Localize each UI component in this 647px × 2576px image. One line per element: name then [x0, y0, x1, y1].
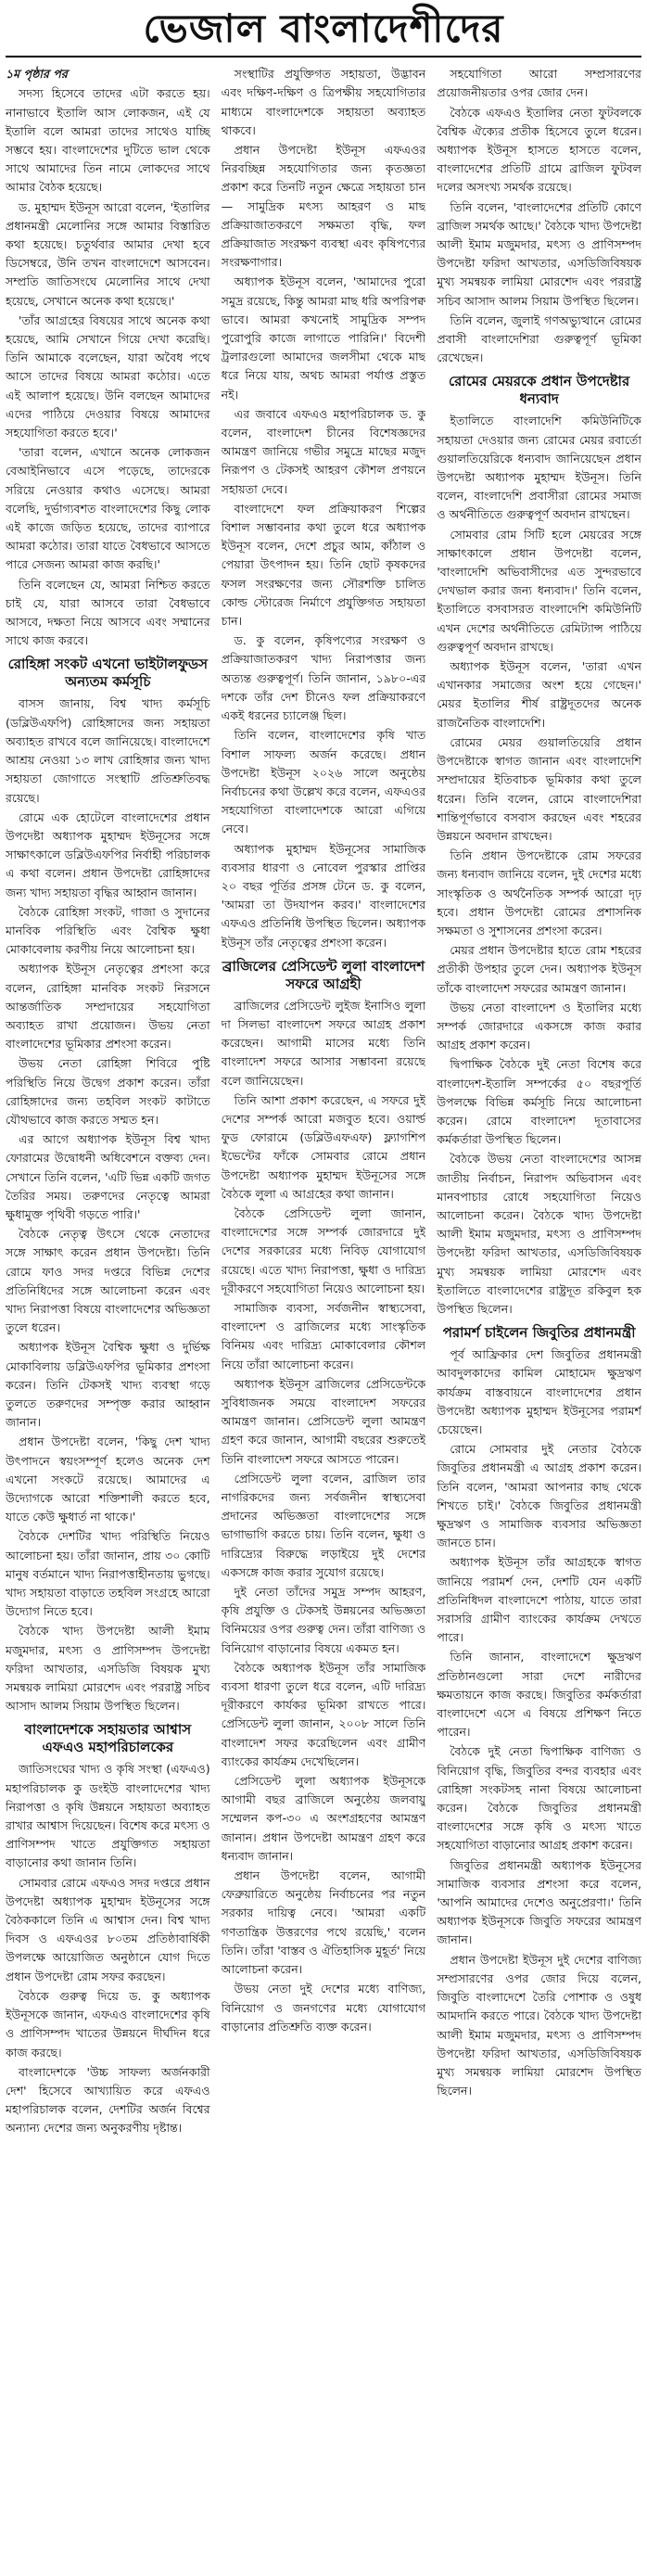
paragraph: অধ্যাপক ইউনূস বৈশ্বিক ক্ষুধা ও দুর্ভিক্ষ মোকাবিলায় ডব্লিউএফপির ভূমিকার প্রশংসা করেন। তিনি টেকসই খাদ্য ব্যবস্থা গড়ে তুলতে তরুণদের সম্পৃক্ত করার আহ্বান জানান। — [6, 1340, 210, 1430]
paragraph: বৈঠকে এফএও ইতালির নেতা ফুটবলকে বৈশ্বিক ঐক্যের প্রতীক হিসেবে তুলে ধরেন। অধ্যাপক ইউনূস হাসতে হাসতে বলেন, বাংলাদেশের প্রতিটি গ্রামে ব্রাজিল ফুটবল দলের অসংখ্য সমর্থক রয়েছে। — [437, 105, 641, 195]
subheading-lula-visit: ব্রাজিলের প্রেসিডেন্ট লুলা বাংলাদেশ সফরে আগ্রহী — [222, 957, 425, 992]
paragraph: তিনি জানান, বাংলাদেশে ক্ষুদ্রঋণ প্রতিষ্ঠানগুলো সারা দেশে নারীদের ক্ষমতায়নে কাজ করছে। জিবুতির কর্মকর্তারা বাংলাদেশে এসে এ বিষয়ে প্রশিক্ষণ নিতে পারেন। — [437, 1650, 641, 1740]
paragraph: ব্রাজিলের প্রেসিডেন্ট লুইজ ইনাসিও লুলা দা সিলভা বাংলাদেশ সফরে আগ্রহ প্রকাশ করেছেন। আগামী মাসের মধ্যে তিনি বাংলাদেশ সফরে আসার সম্ভাবনা রয়েছে বলে জানিয়েছেন। — [221, 998, 426, 1088]
paragraph: তিনি বলেন, জুলাই গণঅভ্যুত্থানে রোমের প্রবাসী বাংলাদেশিরা গুরুত্বপূর্ণ ভূমিকা রেখেছেন। — [437, 312, 641, 365]
subheading-rohingya: রোহিঙ্গা সংকট এখনো ভাইটালফুডস অন্যতম কর্মসূচি — [7, 656, 209, 691]
paragraph: উভয় নেতা দুই দেশের মধ্যে বাণিজ্য, বিনিয়োগ ও জনগণের মধ্যে যোগাযোগ বাড়ানোর প্রতিশ্রুতি ব্যক্ত করেন। — [221, 1982, 426, 2034]
paragraph: অধ্যাপক ইউনূস বলেন, 'তারা এখন এখানকার সমাজের অংশ হয়ে গেছেন।' মেয়র ইতালির শীর্ষ রাষ্ট্রদূতদের অনেক রাজনৈতিক বাংলাদেশি। — [437, 659, 641, 730]
paragraph: উভয় নেতা বাংলাদেশ ও ইতালির মধ্যে সম্পর্ক জোরদারে একসঙ্গে কাজ করার আগ্রহ প্রকাশ করেন। — [437, 1000, 641, 1052]
paragraph: জিবুতির প্রধানমন্ত্রী অধ্যাপক ইউনূসের সামাজিক ব্যবসার প্রশংসা করে বলেন, 'আপনি আমাদের দেশেও অনুপ্রেরণা।' তিনি অধ্যাপক ইউনূসকে জিবুতি সফরের আমন্ত্রণ জানান। — [437, 1857, 641, 1947]
paragraph: অধ্যাপক ইউনূস বলেন, 'আমাদের পুরো সমুদ্র রয়েছে, কিন্তু আমরা মাছ ধরি অপরিপক্ব ভাবে। আমরা কখনোই সামুদ্রিক সম্পদ পুরোপুরি কাজে লাগাতে পারিনি।' বিদেশী ট্রলারগুলো আমাদের জলসীমা থেকে মাছ ধরে নিয়ে যায়, অথচ আমরা পর্যাপ্ত প্রস্তুত নই। — [221, 274, 426, 402]
paragraph: বৈঠকে রোহিঙ্গা সংকট, গাজা ও সুদানের মানবিক পরিস্থিতি এবং বৈশ্বিক ক্ষুধা মোকাবেলায় করণীয় নিয়ে আলোচনা হয়। — [6, 904, 210, 957]
paragraph: উভয় নেতা রোহিঙ্গা শিবিরে পুষ্টি পরিস্থিতি নিয়ে উদ্বেগ প্রকাশ করেন। তাঁরা রোহিঙ্গাদের জন্য তহবিল সংকট কাটাতে যৌথভাবে কাজ করতে সম্মত হন। — [6, 1056, 210, 1127]
paragraph: বৈঠকে গুরুত্ব দিয়ে ড. কু অধ্যাপক ইউনূসকে জানান, এফএও বাংলাদেশের কৃষি ও প্রাণিসম্পদ খাতের উন্নয়নে দীর্ঘদিন ধরে কাজ করছে। — [6, 1988, 210, 2060]
paragraph: এর জবাবে এফএও মহাপরিচালক ড. কু বলেন, বাংলাদেশ চীনের বিশেষজ্ঞদের আমন্ত্রণ জানিয়ে গভীর সমুদ্রে মাছের মজুদ নিরূপণ ও টেকসই আহরণ কৌশল প্রণয়নে সহায়তা দেবে। — [221, 406, 426, 496]
paragraph: সদস্য হিসেবে তাদের এটা করতে হয়। নানাভাবে ইতালি আস লোকজন, এই যে ইতালি বলে আমরা তাদের সাথেও যাচ্ছি সম্ভবে হয়। বাংলাদেশের দুটিতে ভাল থেকে সাথে আমাদের তিন নামে লোকদের সাথে আমার বৈঠক হয়েছে। — [6, 86, 210, 195]
paragraph: পূর্ব আফ্রিকার দেশ জিবুতির প্রধানমন্ত্রী আবদুলকাদের কামিল মোহামেদ ক্ষুদ্রঋণ কার্যক্রম বাস্তবায়নে বাংলাদেশের প্রধান উপদেষ্টা অধ্যাপক মুহাম্মদ ইউনূসের পরামর্শ চেয়েছেন। — [437, 1347, 641, 1436]
paragraph: ড. মুহাম্মদ ইউনূস আরো বলেন, 'ইতালির প্রধানমন্ত্রী মেলোনির সঙ্গে আমার বিস্তারিত কথা হয়েছে। চতুর্থবার আমার দেখা হবে ডিসেম্বরে, উনি তখন বাংলাদেশে আসবেন। সম্প্রতি জাতিসংঘে মেলোনির সাথে দেখা হয়েছে, সেখানে অনেক কথা হয়েছে।' — [6, 199, 210, 308]
paragraph: রোমের মেয়র গুয়ালতিয়েরি প্রধান উপদেষ্টাকে স্বাগত জানান এবং বাংলাদেশি সম্প্রদায়ের ইতিবাচক ভূমিকার কথা তুলে ধরেন। তিনি বলেন, রোমে বাংলাদেশিরা শান্তিপূর্ণভাবে বসবাস করছেন এবং শহরের উন্নয়নে অবদান রাখছেন। — [437, 734, 641, 843]
paragraph: 'তাঁর আগ্রহের বিষয়ের সাথে অনেক কথা হয়েছে, আমি সেখানে গিয়ে দেখা করেছি। তিনি আমাকে বলেছেন, যারা অবৈধ পথে আসে তাদের বিষয়ে আমরা কঠোর। এতে এই আলাপ হয়েছে। উনি বলছেন আমাদের এদের পাঠিয়ে দেওয়ার বিষয়ে আমাদের সহযোগিতা করতে হবে।' — [6, 312, 210, 440]
paragraph: বাংলাদেশে ফল প্রক্রিয়াকরণ শিল্পের বিশাল সম্ভাবনার কথা তুলে ধরে অধ্যাপক ইউনূস বলেন, দেশে প্রচুর আম, কাঁঠাল ও পেয়ারা উৎপাদন হয়। তিনি ছোট কৃষকদের ফসল সংরক্ষণের জন্য সৌরশক্তি চালিত কোল্ড স্টোরেজ নির্মাণে প্রযুক্তিগত সহায়তা চান। — [221, 501, 426, 629]
paragraph: অধ্যাপক ইউনূস তাঁর আগ্রহকে স্বাগত জানিয়ে পরামর্শ দেন, দেশটি যেন একটি প্রতিনিধিদল বাংলাদেশে পাঠায়, যাতে তারা সরাসরি গ্রামীণ ব্যাংকের কার্যক্রম দেখতে পারে। — [437, 1555, 641, 1645]
paragraph: সোমবার রোমে এফএও সদর দপ্তরে প্রধান উপদেষ্টা অধ্যাপক মুহাম্মদ ইউনূসের সঙ্গে বৈঠককালে তিনি এ আশ্বাস দেন। বিশ্ব খাদ্য দিবস ও এফএওর ৮০তম প্রতিষ্ঠাবার্ষিকী উপলক্ষে আয়োজিত অনুষ্ঠানে যোগ দিতে প্রধান উপদেষ্টা রোম সফর করছেন। — [6, 1875, 210, 1983]
paragraph: সোমবার রোম সিটি হলে মেয়রের সঙ্গে সাক্ষাৎকালে প্রধান উপদেষ্টা বলেন, 'বাংলাদেশি অভিবাসীদের এত সুন্দরভাবে দেখভাল করার জন্য ধন্যবাদ।' তিনি বলেন, ইতালিতে বসবাসরত বাংলাদেশি কমিউনিটি এখন দেশের অর্থনীতিতে রেমিট্যান্স পাঠিয়ে গুরুত্বপূর্ণ অবদান রাখছে। — [437, 527, 641, 654]
column-1 — [6, 65, 210, 2559]
paragraph: বৈঠকে দেশটির খাদ্য পরিস্থিতি নিয়েও আলোচনা হয়। তাঁরা জানান, প্রায় ৩০ কোটি মানুষ বর্তমানে খাদ্য নিরাপত্তাহীনতায় ভুগছে। খাদ্য সহায়তা বাড়াতে তহবিল সংগ্রহে আরো উদ্যোগ নিতে হবে। — [6, 1529, 210, 1619]
paragraph: বৈঠকে উভয় নেতা বাংলাদেশের আসন্ন জাতীয় নির্বাচন, নিরাপদ অভিবাসন এবং মানবপাচার রোধে সহযোগিতা নিয়েও আলোচনা করেন। বৈঠকে খাদ্য উপদেষ্টা আলী ইমাম মজুমদার, মৎস্য ও প্রাণিসম্পদ উপদেষ্টা ফরিদা আখতার, এসডিজিবিষয়ক মুখ্য সমন্বয়ক লামিয়া মোরশেদ এবং ইতালিতে বাংলাদেশের রাষ্ট্রদূত রকিবুল হক উপস্থিত ছিলেন। — [437, 1152, 641, 1316]
paragraph: দুই নেতা তাঁদের সমুদ্র সম্পদ আহরণ, কৃষি প্রযুক্তি ও টেকসই উন্নয়নের অভিজ্ঞতা বিনিময়ের ওপর গুরুত্ব দেন। তাঁরা বাণিজ্য ও বিনিয়োগ বাড়ানোর বিষয়ে একমত হন। — [221, 1585, 426, 1655]
paragraph: দ্বিপাক্ষিক বৈঠকে দুই নেতা বিশেষ করে বাংলাদেশ-ইতালি সম্পর্কের ৫০ বছরপূর্তি উপলক্ষে বিভিন্ন কর্মসূচি নিয়ে আলোচনা করেন। রোমে বাংলাদেশ দূতাবাসের কর্মকর্তারা উপস্থিত ছিলেন। — [437, 1057, 641, 1147]
paragraph: তিনি আশা প্রকাশ করেছেন, এ সফরে দুই দেশের সম্পর্ক আরো মজবুত হবে। ওয়ার্ল্ড ফুড ফোরামে (ডব্লিউএফএফ) ফ্ল্যাগশিপ ইভেন্টের ফাঁকে সোমবার রোমে প্রধান উপদেষ্টা অধ্যাপক মুহাম্মদ ইউনূসের সঙ্গে বৈঠকে লুলা এ আগ্রহের কথা জানান। — [221, 1092, 426, 1201]
paragraph: প্রেসিডেন্ট লুলা বলেন, ব্রাজিল তার নাগরিকদের জন্য সর্বজনীন স্বাস্থ্যসেবা প্রদানের অভিজ্ঞতা বাংলাদেশের সঙ্গে ভাগাভাগি করতে চায়। তিনি বলেন, ক্ষুধা ও দারিদ্র্যের বিরুদ্ধে লড়াইয়ে দুই দেশের একসঙ্গে কাজ করার সুযোগ রয়েছে। — [221, 1471, 426, 1579]
subheading-rome-mayor: রোমের মেয়রকে প্রধান উপদেষ্টার ধন্যবাদ — [449, 373, 630, 408]
paragraph: বৈঠকে নেতৃত্ব উৎসে থেকে নেতাদের সঙ্গে সাক্ষাৎ করেন প্রধান উপদেষ্টা। তিনি রোমে ফাও সদর দপ্তরে বিভিন্ন দেশের প্রতিনিধিদের সঙ্গে আলোচনা করেন এবং খাদ্য নিরাপত্তা বিষয়ে বাংলাদেশের অভিজ্ঞতা তুলে ধরেন। — [6, 1227, 210, 1335]
paragraph: ড. কু বলেন, কৃষিপণ্যের সংরক্ষণ ও প্রক্রিয়াজাতকরণ খাদ্য নিরাপত্তার জন্য অত্যন্ত গুরুত্বপূর্ণ। তিনি জানান, ১৯৮০-এর দশকে তাঁর দেশ চীনেও ফল প্রক্রিয়াকরণে একই ধরনের চ্যালেঞ্জ ছিল। — [221, 633, 426, 723]
paragraph: বৈঠকে দুই নেতা দ্বিপাক্ষিক বাণিজ্য ও বিনিয়োগ বৃদ্ধি, জিবুতির বন্দর ব্যবহার এবং রোহিঙ্গা সংকটসহ নানা বিষয়ে আলোচনা করেন। বৈঠকে জিবুতির প্রধানমন্ত্রী বাংলাদেশের সঙ্গে কৃষি ও মৎস্য খাতে সহযোগিতা বাড়ানোর আগ্রহ প্রকাশ করেন। — [437, 1744, 641, 1853]
subheading-djibouti: পরামর্শ চাইলেন জিবুতির প্রধানমন্ত্রী — [442, 1324, 636, 1342]
paragraph: বাসস জানায়, বিশ্ব খাদ্য কর্মসূচি (ডব্লিউএফপি) রোহিঙ্গাদের জন্য সহায়তা অব্যাহত রাখবে বলে জানিয়েছে। বাংলাদেশে আশ্রয় নেওয়া ১৩ লাখ রোহিঙ্গার জন্য খাদ্য সহায়তা জোগাতে সংস্থাটি প্রতিশ্রুতিবদ্ধ রয়েছে। — [6, 696, 210, 805]
paragraph: জাতিসংঘের খাদ্য ও কৃষি সংস্থা (এফএও) মহাপরিচালক কু ডংইউ বাংলাদেশের খাদ্য নিরাপত্তা ও কৃষি উন্নয়নে সহায়তা অব্যাহত রাখার আশ্বাস দিয়েছেন। বিশেষ করে মৎস্য ও প্রাণিসম্পদ খাতে প্রযুক্তিগত সহায়তা বাড়ানোর কথা জানান তিনি। — [6, 1762, 210, 1870]
paragraph: ইতালিতে বাংলাদেশি কমিউনিটিকে সহায়তা দেওয়ার জন্য রোমের মেয়র রবার্তো গুয়ালতিয়েরিকে ধন্যবাদ জানিয়েছেন প্রধান উপদেষ্টা অধ্যাপক মুহাম্মদ ইউনূস। তিনি বলেন, বাংলাদেশি প্রবাসীরা রোমের সমাজ ও অর্থনীতিতে গুরুত্বপূর্ণ অবদান রাখছেন। — [437, 414, 641, 522]
paragraph: সহযোগিতা আরো সম্প্রসারণের প্রয়োজনীয়তার ওপর জোর দেন। — [437, 67, 641, 100]
paragraph: তিনি বলেন, বাংলাদেশের কৃষি খাত বিশাল সাফল্য অর্জন করেছে। প্রধান উপদেষ্টা ইউনূস ২০২৬ সালে অনুষ্ঠেয় নির্বাচনের কথা উল্লেখ করে বলেন, এফএওর সহযোগিতা বাংলাদেশকে আরো এগিয়ে নেবে। — [221, 728, 426, 836]
paragraph: রোমে এক হোটেলে বাংলাদেশের প্রধান উপদেষ্টা অধ্যাপক মুহাম্মদ ইউনূসের সঙ্গে সাক্ষাৎকালে ডব্লিউএফপির নির্বাহী পরিচালক এ কথা বলেন। প্রধান উপদেষ্টা রোহিঙ্গাদের জন্য খাদ্য সহায়তা বৃদ্ধির আহ্বান জানান। — [6, 810, 210, 899]
paragraph: অধ্যাপক মুহাম্মদ ইউনূসের সামাজিক ব্যবসার ধারণা ও নোবেল পুরস্কার প্রাপ্তির ২০ বছর পূর্তির প্রসঙ্গ টেনে ড. কু বলেন, 'আমরা তা উদযাপন করব।' বাংলাদেশের এফএও প্রতিনিধি উপস্থিত ছিলেন। অধ্যাপক ইউনূস তাঁর নেতৃত্বের প্রশংসা করেন। — [221, 841, 426, 950]
paragraph: এর আগে অধ্যাপক ইউনূস বিশ্ব খাদ্য ফোরামের উদ্বোধনী অধিবেশনে বক্তব্য দেন। সেখানে তিনি বলেন, 'এটি ভিন্ন একটি জগত তৈরির সময়। তরুণদের নেতৃত্বে আমরা ক্ষুধামুক্ত পৃথিবী গড়তে পারি।' — [6, 1132, 210, 1221]
paragraph: বৈঠকে প্রেসিডেন্ট লুলা জানান, বাংলাদেশের সঙ্গে সম্পর্ক জোরদারে দুই দেশের সরকারের মধ্যে নিবিড় যোগাযোগ রয়েছে। এতে খাদ্য নিরাপত্তা, ক্ষুধা ও দারিদ্র্য দূরীকরণে সহযোগিতা নিয়েও আলোচনা হয়। — [221, 1205, 426, 1295]
column-3 — [437, 65, 641, 2559]
page-headline: ভেজাল বাংলাদেশীদের — [6, 0, 641, 57]
paragraph: প্রধান উপদেষ্টা বলেন, 'কিছু দেশ খাদ্য উৎপাদনে স্বয়ংসম্পূর্ণ হলেও অনেক দেশ এখনো সংকটে রয়েছে। আমাদের এ উদ্যোগকে আরো শক্তিশালী করতে হবে, যাতে কেউ ক্ষুধার্ত না থাকে।' — [6, 1435, 210, 1524]
continued-label: ১ম পৃষ্ঠার পর — [6, 67, 68, 82]
subheading-fao-assurance: বাংলাদেশকে সহায়তার আশ্বাস এফএও মহাপরিচালকের — [24, 1721, 192, 1756]
paragraph: সংস্থাটির প্রযুক্তিগত সহায়তা, উদ্ভাবন এবং দক্ষিণ-দক্ষিণ ও ত্রিপক্ষীয় সহযোগিতার মাধ্যমে বাংলাদেশকে সহায়তা অব্যাহত থাকবে। — [221, 67, 426, 137]
paragraph: তিনি বলেন, 'বাংলাদেশের প্রতিটি কোণে ব্রাজিল সমর্থক আছে।' বৈঠকে খাদ্য উপদেষ্টা আলী ইমাম মজুমদার, মৎস্য ও প্রাণিসম্পদ উপদেষ্টা ফরিদা আখতার, এসডিজিবিষয়ক মুখ্য সমন্বয়ক লামিয়া মোরশেদ এবং পররাষ্ট্র সচিব আসাদ আলম সিয়াম উপস্থিত ছিলেন। — [437, 199, 641, 308]
column-2 — [222, 65, 426, 2559]
paragraph: অধ্যাপক ইউনূস ব্রাজিলের প্রেসিডেন্টকে সুবিধাজনক সময়ে বাংলাদেশ সফরের আমন্ত্রণ জানান। প্রেসিডেন্ট লুলা আমন্ত্রণ গ্রহণ করে জানান, আগামী বছরের শুরুতেই তিনি বাংলাদেশ সফরে আসতে পারেন। — [221, 1376, 426, 1466]
paragraph: বৈঠকে খাদ্য উপদেষ্টা আলী ইমাম মজুমদার, মৎস্য ও প্রাণিসম্পদ উপদেষ্টা ফরিদা আখতার, এসডিজি বিষয়ক মুখ্য সমন্বয়ক লামিয়া মোরশেদ এবং পররাষ্ট্র সচিব আসাদ আলম সিয়াম উপস্থিত ছিলেন। — [6, 1624, 210, 1714]
article-columns — [6, 57, 641, 2559]
paragraph: রোমে সোমবার দুই নেতার বৈঠকে জিবুতির প্রধানমন্ত্রী এ আগ্রহ প্রকাশ করেন। তিনি বলেন, 'আমরা আপনার কাছ থেকে শিখতে চাই।' বৈঠকে জিবুতির প্রধানমন্ত্রী ক্ষুদ্রঋণ ও সামাজিক ব্যবসার অভিজ্ঞতা জানতে চান। — [437, 1442, 641, 1550]
paragraph: প্রধান উপদেষ্টা বলেন, আগামী ফেব্রুয়ারিতে অনুষ্ঠেয় নির্বাচনের পর নতুন সরকার দায়িত্ব নেবে। 'আমরা একটি গণতান্ত্রিক উত্তরণের পথে রয়েছি,' বলেন তিনি। তাঁরা 'বাস্তব ও ঐতিহাসিক মুহূর্ত' নিয়ে আলোচনা করেন। — [221, 1868, 426, 1977]
paragraph: তিনি বলেছেন যে, আমরা নিশ্চিত করতে চাই যে, যারা আসবে তারা বৈধভাবে আসবে, দক্ষতা নিয়ে আসবে এবং সম্মানের সাথে কাজ করবে। — [6, 577, 210, 648]
paragraph: প্রধান উপদেষ্টা ইউনূস এফএওর নিরবচ্ছিন্ন সহযোগিতার জন্য কৃতজ্ঞতা প্রকাশ করে তিনটি নতুন ক্ষেত্রে সহায়তা চান— সামুদ্রিক মৎস্য আহরণ ও মাছ প্রক্রিয়াজাতকরণে সক্ষমতা বৃদ্ধি, ফল প্রক্রিয়াজাত সংরক্ষণ ব্যবস্থা এবং কৃষিপণ্যের সংরক্ষণাগার। — [221, 143, 426, 270]
paragraph: বৈঠকে অধ্যাপক ইউনূস তাঁর সামাজিক ব্যবসা ধারণা তুলে ধরে বলেন, এটি দারিদ্র্য দূরীকরণে কার্যকর ভূমিকা রাখতে পারে। প্রেসিডেন্ট লুলা জানান, ২০০৮ সালে তিনি বাংলাদেশ সফর করেছিলেন এবং গ্রামীণ ব্যাংকের কার্যক্রম দেখেছিলেন। — [221, 1660, 426, 1768]
paragraph: সামাজিক ব্যবসা, সর্বজনীন স্বাস্থ্যসেবা, বাংলাদেশ ও ব্রাজিলের মধ্যে সাংস্কৃতিক বিনিময় এবং দারিদ্র্য মোকাবেলার কৌশল নিয়ে তাঁরা আলোচনা করেন। — [221, 1300, 426, 1371]
paragraph: প্রধান উপদেষ্টা ইউনূস দুই দেশের বাণিজ্য সম্প্রসারণের ওপর জোর দিয়ে বলেন, জিবুতি বাংলাদেশে তৈরি পোশাক ও ওষুধ আমদানি করতে পারে। বৈঠকে খাদ্য উপদেষ্টা আলী ইমাম মজুমদার, মৎস্য ও প্রাণিসম্পদ উপদেষ্টা ফরিদা আখতার, এসডিজিবিষয়ক মুখ্য সমন্বয়ক লামিয়া মোরশেদ উপস্থিত ছিলেন। — [437, 1952, 641, 2098]
paragraph: অধ্যাপক ইউনূস নেতৃত্বের প্রশংসা করে বলেন, রোহিঙ্গা মানবিক সংকট নিরসনে আন্তর্জাতিক সম্প্রদায়ের সহযোগিতা অব্যাহত রাখা প্রয়োজন। উভয় নেতা বাংলাদেশের ভূমিকার প্রশংসা করেন। — [6, 962, 210, 1052]
paragraph: তিনি প্রধান উপদেষ্টাকে রোম সফরের জন্য ধন্যবাদ জানিয়ে বলেন, দুই দেশের মধ্যে সাংস্কৃতিক ও অর্থনৈতিক সম্পর্ক আরো দৃঢ় হবে। প্রধান উপদেষ্টা রোমের প্রশাসনিক সক্ষমতা ও সুশাসনের প্রশংসা করেন। — [437, 848, 641, 937]
paragraph: মেয়র প্রধান উপদেষ্টার হাতে রোম শহরের প্রতীকী উপহার তুলে দেন। অধ্যাপক ইউনূস তাঁকে বাংলাদেশ সফরের আমন্ত্রণ জানান। — [437, 943, 641, 995]
paragraph: প্রেসিডেন্ট লুলা অধ্যাপক ইউনূসকে আগামী বছর ব্রাজিলে অনুষ্ঠেয় জলবায়ু সম্মেলন কপ-৩০ এ অংশগ্রহণের আমন্ত্রণ জানান। প্রধান উপদেষ্টা আমন্ত্রণ গ্রহণ করে ধন্যবাদ জানান। — [221, 1774, 426, 1863]
paragraph: 'তারা বলেন, এখানে অনেক লোকজন বেআইনিভাবে এসে পড়েছে, তাদেরকে সরিয়ে নেওয়ার কথাও এসেছে। আমরা বলেছি, দুর্ভাগ্যবশত বাংলাদেশের কিছু লোক এই কাজে জড়িত হয়েছে, তাদের ব্যাপারে আমরা কঠোর। তারা যাতে বৈধভাবে আসতে পারে সেজন্য আমরা কাজ করছি।' — [6, 445, 210, 572]
paragraph: বাংলাদেশকে 'উচ্চ সাফল্য অর্জনকারী দেশ' হিসেবে আখ্যায়িত করে এফএও মহাপরিচালক বলেন, দেশটির অর্জন বিশ্বের অন্যান্য দেশের জন্য অনুকরণীয় দৃষ্টান্ত। — [6, 2064, 210, 2136]
